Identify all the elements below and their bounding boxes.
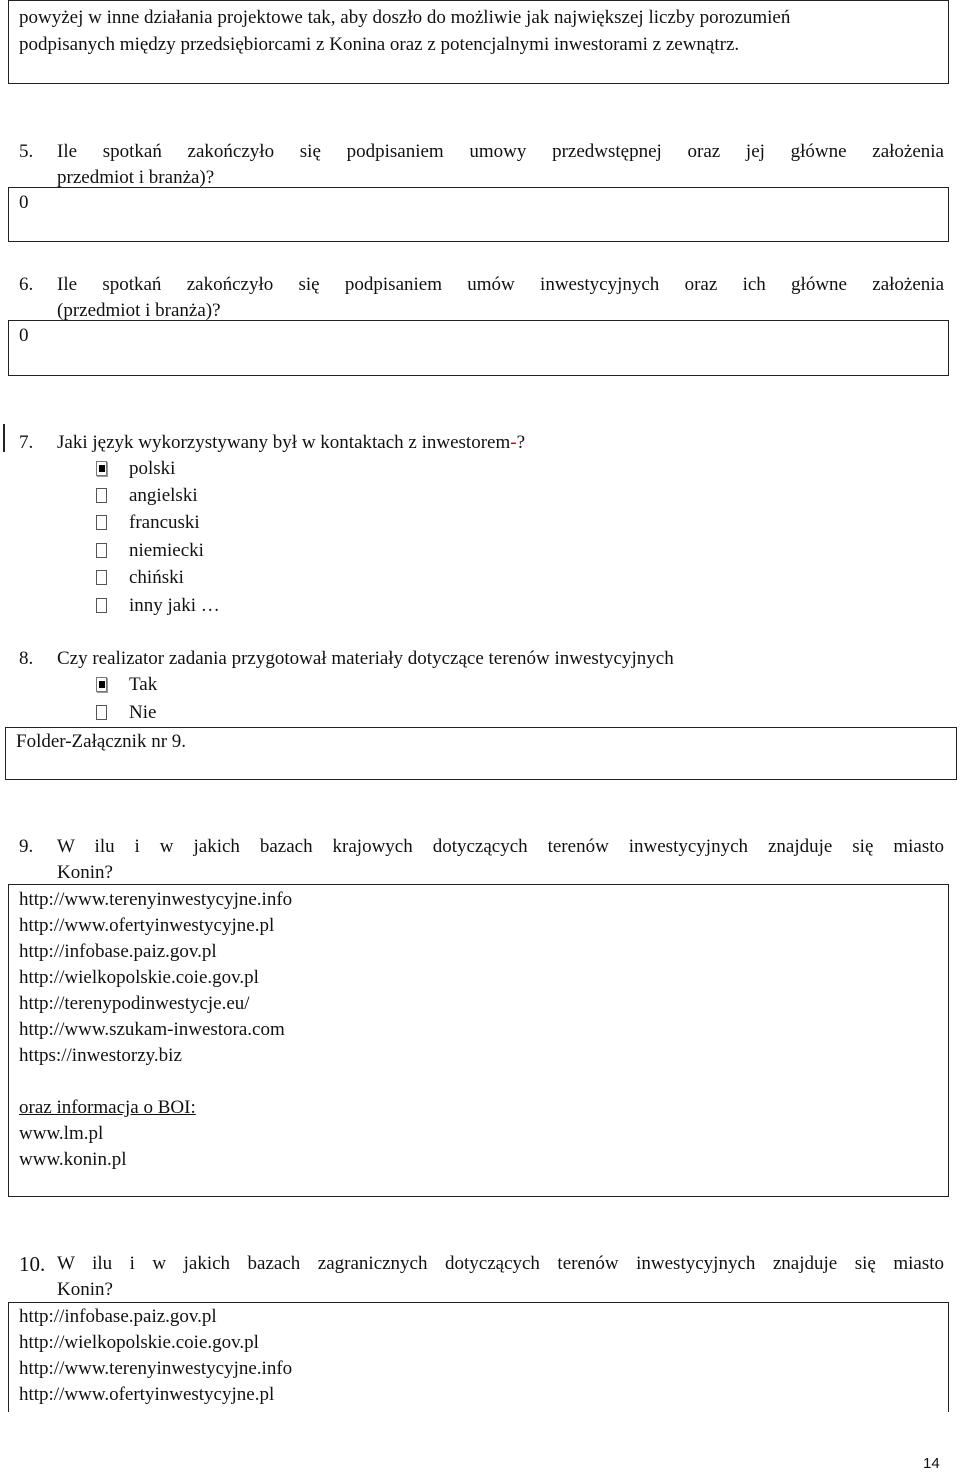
q10-link-2[interactable]: http://wielkopolskie.coie.gov.pl bbox=[19, 1332, 259, 1353]
q7-question-end: ? bbox=[516, 432, 526, 453]
q6-question-line-1: Ile spotkań zakończyło się podpisaniem umów inwestycyjnych oraz ich główne założenia bbox=[57, 274, 944, 295]
q9-link-1[interactable]: http://www.terenyinwestycyjne.info bbox=[19, 889, 293, 910]
q10-link-1[interactable]: http://infobase.paiz.gov.pl bbox=[19, 1306, 217, 1327]
q9-link-5[interactable]: http://terenypodinwestycje.eu/ bbox=[19, 993, 250, 1014]
q9-link-3[interactable]: http://infobase.paiz.gov.pl bbox=[19, 941, 217, 962]
q9-link-4[interactable]: http://wielkopolskie.coie.gov.pl bbox=[19, 967, 259, 988]
q7-option-niemiecki-label: niemiecki bbox=[129, 540, 204, 561]
q9-question-line-1: W ilu i w jakich bazach krajowych dotyczących terenów inwestycyjnych znajduje się miasto bbox=[57, 836, 944, 857]
q10-link-4[interactable]: http://www.ofertyinwestycyjne.pl bbox=[19, 1384, 275, 1405]
q10-question-line-1: W ilu i w jakich bazach zagranicznych dotyczących terenów inwestycyjnych znajduje się miasto bbox=[57, 1253, 944, 1274]
q9-link-6[interactable]: http://www.szukam-inwestora.com bbox=[19, 1019, 285, 1040]
q5-question-line-2: przedmiot i branża)? bbox=[57, 167, 215, 188]
change-bar bbox=[3, 424, 5, 452]
q7-option-niemiecki-checkbox[interactable] bbox=[96, 543, 107, 558]
q5-answer: 0 bbox=[19, 192, 29, 213]
q7-question-mark-edit: - bbox=[510, 432, 517, 453]
q9-number: 9. bbox=[19, 836, 34, 857]
q7-option-inny-label: inny jaki … bbox=[129, 595, 220, 616]
q8-option-nie-checkbox[interactable] bbox=[96, 705, 107, 720]
q7-number: 7. bbox=[19, 432, 34, 453]
q7-option-chinski-label: chiński bbox=[129, 567, 184, 588]
q10-link-3[interactable]: http://www.terenyinwestycyjne.info bbox=[19, 1358, 293, 1379]
q9-boi-link-2[interactable]: www.konin.pl bbox=[19, 1149, 127, 1170]
q7-option-polski-checkbox[interactable] bbox=[96, 461, 107, 476]
q9-link-2[interactable]: http://www.ofertyinwestycyjne.pl bbox=[19, 915, 275, 936]
q8-option-tak-checkbox[interactable] bbox=[96, 677, 107, 692]
intro-line-2: podpisanych między przedsiębiorcami z Konina oraz z potencjalnymi inwestorami z zewnątrz. bbox=[19, 34, 740, 55]
q10-question-line-2: Konin? bbox=[57, 1279, 113, 1300]
q7-option-angielski-checkbox[interactable] bbox=[96, 488, 107, 503]
q8-question: Czy realizator zadania przygotował materiały dotyczące terenów inwestycyjnych bbox=[57, 648, 674, 669]
q5-answer-box bbox=[8, 187, 949, 242]
q8-option-tak-label: Tak bbox=[129, 674, 158, 695]
q9-link-7[interactable]: https://inwestorzy.biz bbox=[19, 1045, 182, 1066]
q9-question-line-2: Konin? bbox=[57, 862, 113, 883]
page-number: 14 bbox=[923, 1455, 940, 1472]
q8-answer: Folder-Załącznik nr 9. bbox=[16, 731, 187, 752]
q9-boi-link-1[interactable]: www.lm.pl bbox=[19, 1123, 104, 1144]
q7-question bbox=[57, 430, 525, 456]
q5-number: 5. bbox=[19, 141, 34, 162]
q7-question-text: Jaki język wykorzystywany był w kontaktach z inwestorem bbox=[57, 432, 511, 453]
q7-option-angielski-label: angielski bbox=[129, 485, 198, 506]
q7-option-polski-label: polski bbox=[129, 458, 176, 479]
intro-line-1: powyżej w inne działania projektowe tak, aby doszło do możliwie jak największej liczby porozumień bbox=[19, 7, 791, 28]
q7-option-francuski-label: francuski bbox=[129, 512, 200, 533]
q9-boi-heading: oraz informacja o BOI: bbox=[19, 1097, 196, 1118]
q6-answer: 0 bbox=[19, 325, 29, 346]
q5-question-line-1: Ile spotkań zakończyło się podpisaniem umowy przedwstępnej oraz jej główne założenia bbox=[57, 141, 944, 162]
q7-option-inny-checkbox[interactable] bbox=[96, 598, 107, 613]
q8-number: 8. bbox=[19, 648, 34, 669]
q6-answer-box bbox=[8, 320, 949, 376]
q7-option-chinski-checkbox[interactable] bbox=[96, 570, 107, 585]
q7-option-francuski-checkbox[interactable] bbox=[96, 515, 107, 530]
q6-number: 6. bbox=[19, 274, 34, 295]
q8-option-nie-label: Nie bbox=[129, 702, 157, 723]
q10-number: 10. bbox=[19, 1252, 46, 1276]
q6-question-line-2: (przedmiot i branża)? bbox=[57, 300, 221, 321]
